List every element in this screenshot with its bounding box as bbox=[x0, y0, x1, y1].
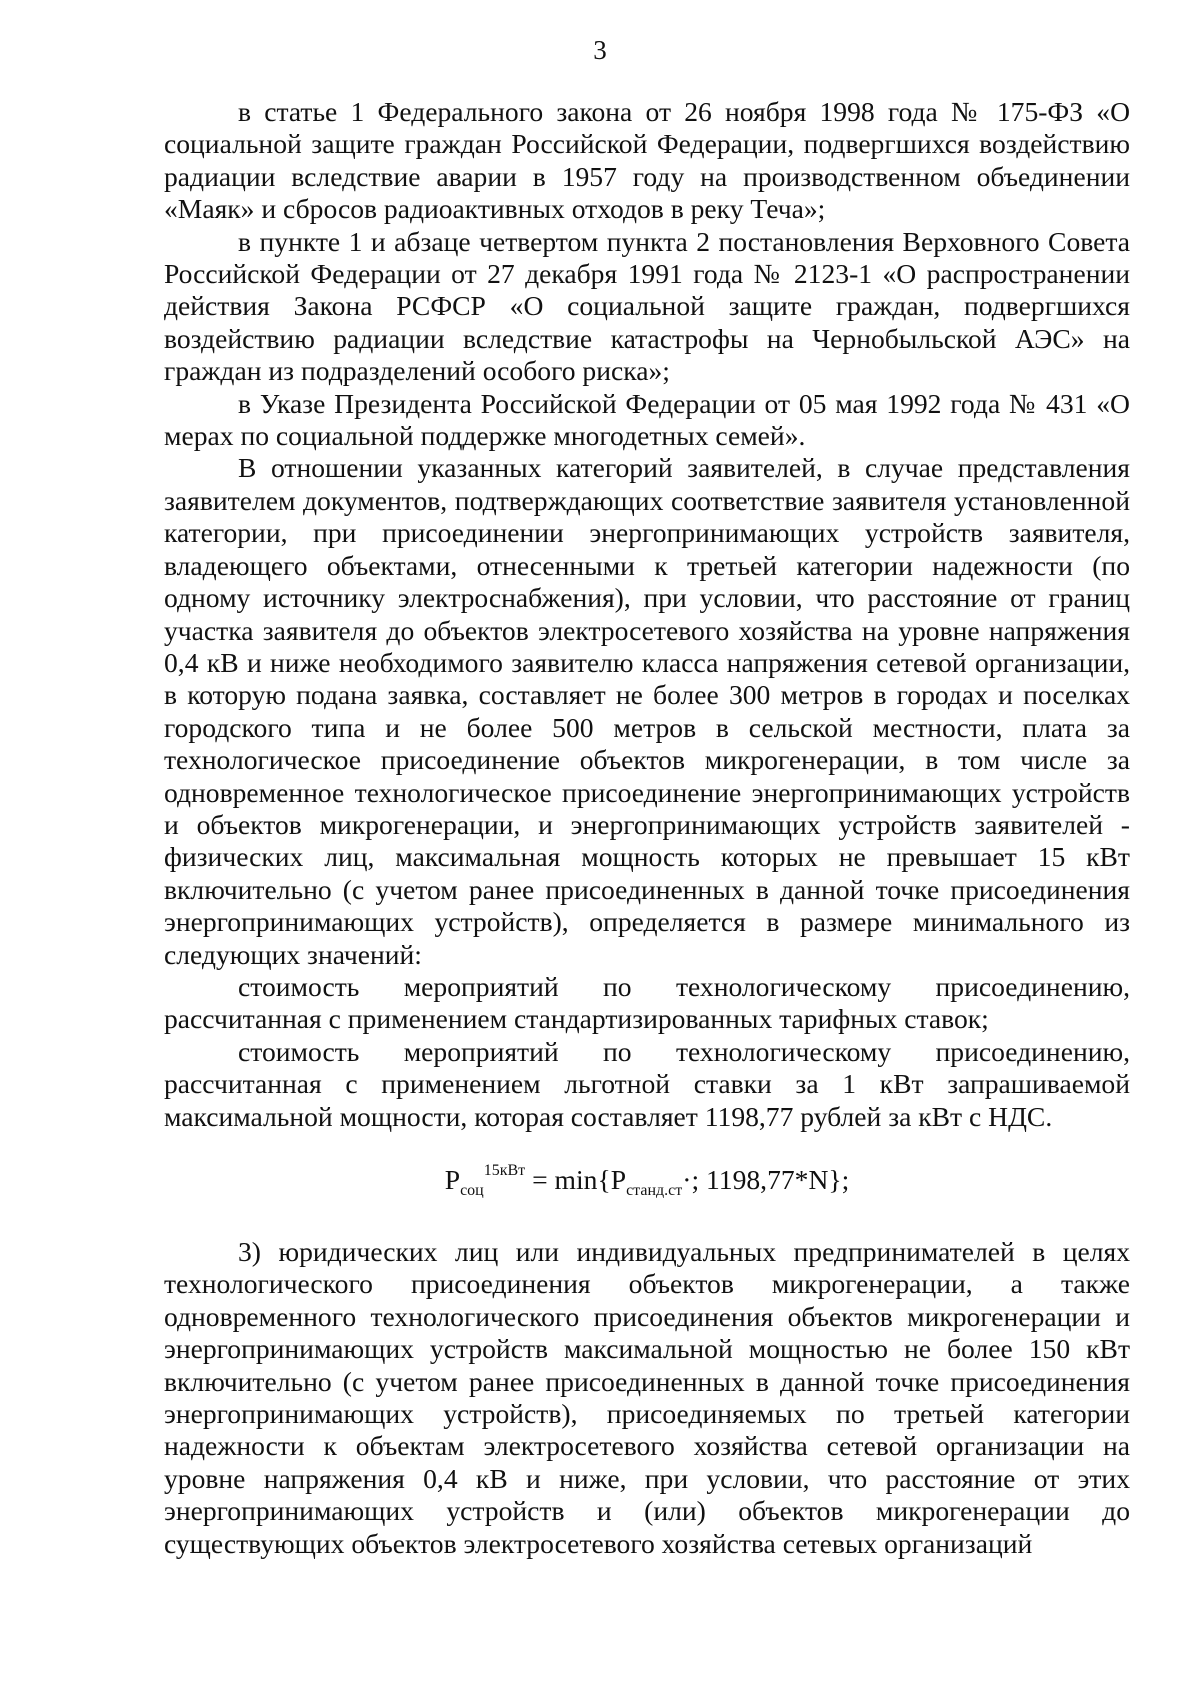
paragraph-resolution-2123-1: в пункте 1 и абзаце четвертом пункта 2 постановления Верховного Совета Российской Федерации от 27 декабря 1991 года № 2123-1 «О распространении действия Закона РСФСР «О социальной защите граждан, подвергшихся воздействию радиации вследствие катастрофы на Чернобыльской АЭС» на граждан из подразделений особого риска»; bbox=[164, 225, 1130, 387]
paragraph-decree-431: в Указе Президента Российской Федерации от 05 мая 1992 года № 431 «О мерах по социальной поддержке многодетных семей». bbox=[164, 387, 1130, 452]
paragraph-preferential-rate: стоимость мероприятий по технологическому присоединению, рассчитанная с применением льготной ставки за 1 кВт запрашиваемой максимальной мощности, которая составляет 1198,77 рублей за кВт с НДС. bbox=[164, 1035, 1130, 1132]
page-number: 3 bbox=[593, 35, 607, 65]
formula-tail: ·; 1198,77*N}; bbox=[682, 1164, 850, 1195]
paragraph-applicant-categories: В отношении указанных категорий заявителей, в случае представления заявителем документов, подтверждающих соответствие заявителя установленной категории, при присоединении энергопринимающих устройств заявителя, владеющего объектами, отнесенными к третьей категории надежности (по одному источнику электроснабжения), при условии, что расстояние от границ участка заявителя до объектов электросетевого хозяйства на уровне напряжения 0,4 кВ и ниже необходимого заявителю класса напряжения сетевой организации, в которую подана заявка, составляет не более 300 метров в городах и поселках городского типа и не более 500 метров в сельской местности, плата за технологическое присоединение объектов микрогенерации, в том числе за одновременное технологическое присоединение энергопринимающих устройств и объектов микрогенерации, и энергопринимающих устройств заявителей - физических лиц, максимальная мощность которых не превышает 15 кВт включительно (с учетом ранее присоединенных в данной точке присоединения энергопринимающих устройств), определяется в размере минимального из следующих значений: bbox=[164, 452, 1130, 970]
formula-subscript: соц bbox=[460, 1182, 484, 1199]
paragraph-legal-entities: 3) юридических лиц или индивидуальных предпринимателей в целях технологического присоединения объектов микрогенерации, а также одновременного технологического присоединения объектов микрогенерации и энергопринимающих устройств максимальной мощностью не более 150 кВт включительно (с учетом ранее присоединенных в данной точке присоединения энергопринимающих устройств), присоединяемых по третьей категории надежности к объектам электросетевого хозяйства сетевой организации на уровне напряжения 0,4 кВ и ниже, при условии, что расстояние от этих энергопринимающих устройств и (или) объектов микрогенерации до существующих объектов электросетевого хозяйства сетевых организаций bbox=[164, 1236, 1130, 1559]
payment-formula bbox=[164, 1162, 1130, 1199]
paragraph-law-175fz: в статье 1 Федерального закона от 26 ноября 1998 года № 175-ФЗ «О социальной защите граждан Российской Федерации, подвергшихся воздействию радиации вследствие аварии в 1957 году на производственном объединении «Маяк» и сбросов радиоактивных отходов в реку Теча»; bbox=[164, 96, 1130, 225]
formula-superscript: 15кВт bbox=[483, 1162, 526, 1179]
document-body bbox=[164, 96, 1130, 1560]
formula-inner-subscript: станд.ст bbox=[626, 1182, 683, 1199]
paragraph-standard-rates: стоимость мероприятий по технологическому присоединению, рассчитанная с применением стандартизированных тарифных ставок; bbox=[164, 970, 1130, 1035]
formula-equals: = min{P bbox=[525, 1164, 627, 1195]
formula-symbol: P bbox=[444, 1164, 461, 1195]
